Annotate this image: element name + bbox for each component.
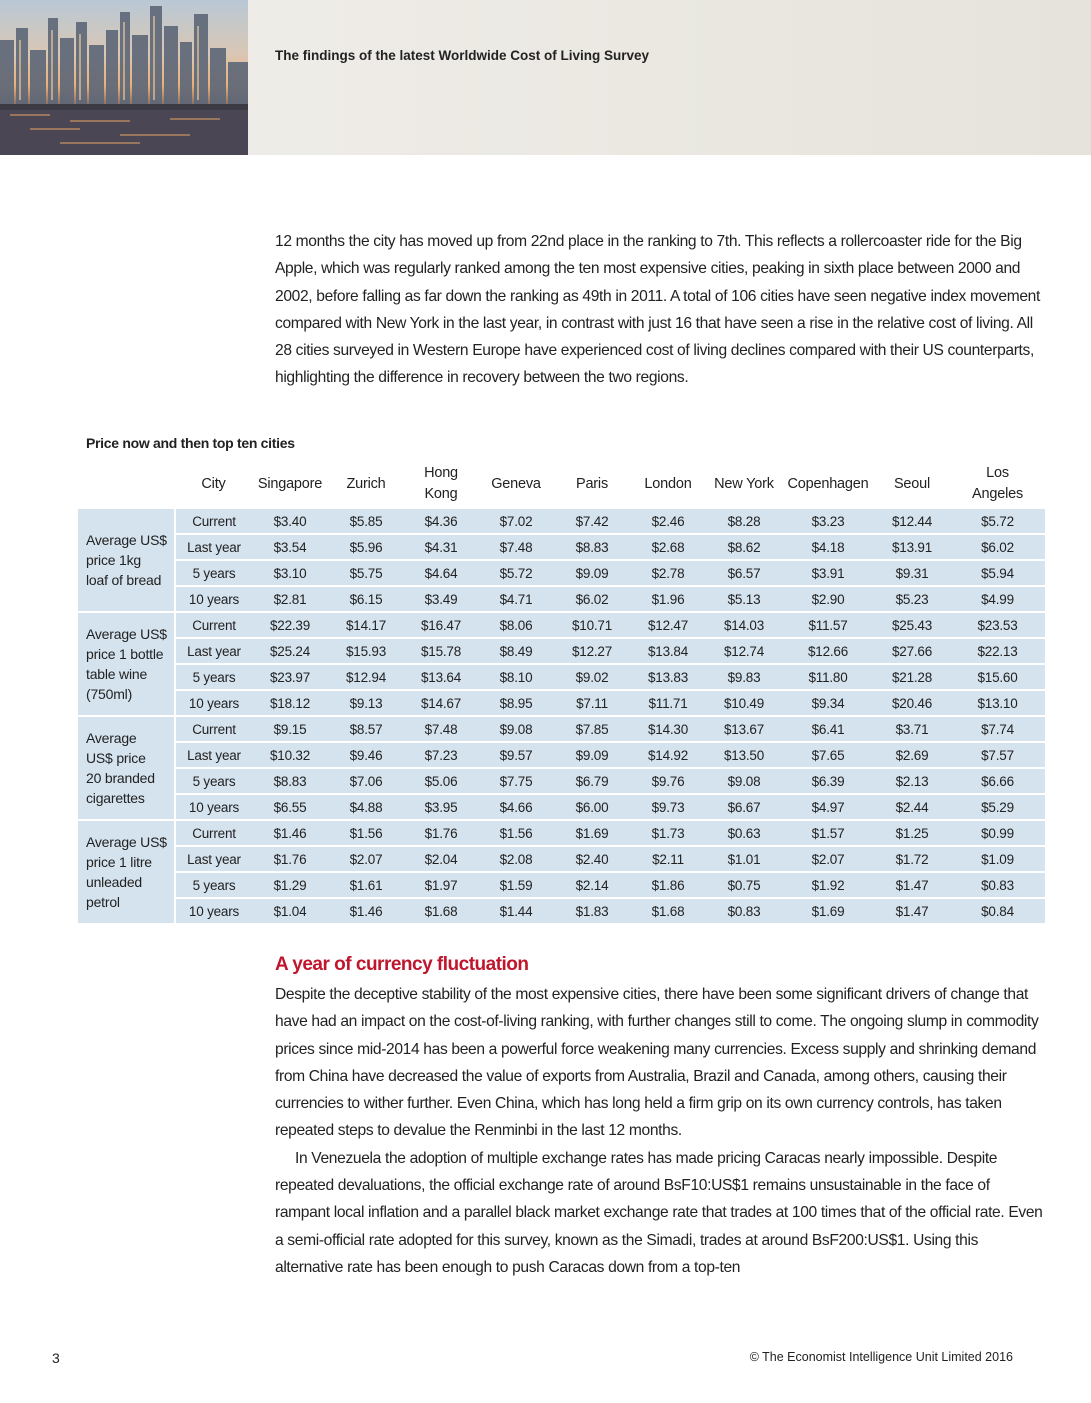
period-cell: Current bbox=[175, 716, 252, 742]
price-cell: $6.00 bbox=[554, 794, 630, 820]
price-cell: $25.43 bbox=[874, 612, 950, 638]
price-cell: $14.67 bbox=[404, 690, 478, 716]
city-name: Los bbox=[986, 465, 1009, 481]
table-body bbox=[78, 509, 1045, 924]
price-cell: $1.47 bbox=[874, 898, 950, 924]
price-cell: $3.71 bbox=[874, 716, 950, 742]
table-row bbox=[78, 586, 1045, 612]
city-name: New York bbox=[714, 475, 774, 492]
group-label-line: Average US$ bbox=[86, 834, 167, 850]
period-cell: Last year bbox=[175, 534, 252, 560]
period-cell: Current bbox=[175, 509, 252, 534]
price-cell: $2.78 bbox=[630, 560, 706, 586]
price-cell: $3.40 bbox=[252, 509, 328, 534]
group-label-line: Average US$ bbox=[86, 532, 167, 548]
price-cell: $6.67 bbox=[706, 794, 782, 820]
group-label-line: Average US$ bbox=[86, 626, 167, 642]
price-cell: $9.09 bbox=[554, 560, 630, 586]
price-cell: $1.92 bbox=[782, 872, 874, 898]
price-cell: $8.49 bbox=[478, 638, 554, 664]
section-text-block bbox=[275, 981, 1045, 1281]
price-cell: $1.97 bbox=[404, 872, 478, 898]
price-cell: $7.85 bbox=[554, 716, 630, 742]
price-cell: $14.17 bbox=[328, 612, 404, 638]
price-cell: $8.10 bbox=[478, 664, 554, 690]
price-cell: $2.46 bbox=[630, 509, 706, 534]
period-cell: 5 years bbox=[175, 872, 252, 898]
price-cell: $5.85 bbox=[328, 509, 404, 534]
price-cell: $7.02 bbox=[478, 509, 554, 534]
price-cell: $4.18 bbox=[782, 534, 874, 560]
price-cell: $1.46 bbox=[252, 820, 328, 846]
price-cell: $8.83 bbox=[252, 768, 328, 794]
price-cell: $1.56 bbox=[478, 820, 554, 846]
city-name: Copenhagen bbox=[787, 475, 869, 492]
price-cell: $11.71 bbox=[630, 690, 706, 716]
price-cell: $2.81 bbox=[252, 586, 328, 612]
price-cell: $1.57 bbox=[782, 820, 874, 846]
price-cell: $3.10 bbox=[252, 560, 328, 586]
group-label bbox=[78, 716, 175, 820]
price-cell: $13.84 bbox=[630, 638, 706, 664]
price-cell: $1.83 bbox=[554, 898, 630, 924]
price-cell: $15.78 bbox=[404, 638, 478, 664]
price-cell: $9.57 bbox=[478, 742, 554, 768]
price-cell: $13.91 bbox=[874, 534, 950, 560]
price-cell: $12.94 bbox=[328, 664, 404, 690]
group-label bbox=[78, 612, 175, 716]
price-cell: $3.91 bbox=[782, 560, 874, 586]
price-cell: $4.88 bbox=[328, 794, 404, 820]
section-heading: A year of currency fluctuation bbox=[275, 954, 529, 975]
table-header-row bbox=[78, 459, 1045, 509]
price-cell: $13.64 bbox=[404, 664, 478, 690]
price-cell: $0.75 bbox=[706, 872, 782, 898]
price-cell: $5.72 bbox=[950, 509, 1045, 534]
price-cell: $1.96 bbox=[630, 586, 706, 612]
group-label-line: cigarettes bbox=[86, 790, 145, 806]
table-row bbox=[78, 612, 1045, 638]
price-cell: $7.11 bbox=[554, 690, 630, 716]
price-cell: $13.10 bbox=[950, 690, 1045, 716]
group-label-line: 20 branded bbox=[86, 770, 155, 786]
period-cell: Last year bbox=[175, 846, 252, 872]
price-cell: $3.49 bbox=[404, 586, 478, 612]
page-number: 3 bbox=[52, 1350, 60, 1366]
price-cell: $15.60 bbox=[950, 664, 1045, 690]
price-cell: $4.97 bbox=[782, 794, 874, 820]
table-row bbox=[78, 768, 1045, 794]
price-cell: $5.96 bbox=[328, 534, 404, 560]
header-city-col bbox=[630, 459, 706, 509]
price-cell: $9.31 bbox=[874, 560, 950, 586]
price-cell: $14.92 bbox=[630, 742, 706, 768]
skyline-photo bbox=[0, 0, 248, 155]
header-city-col bbox=[950, 459, 1045, 509]
price-table bbox=[78, 459, 1045, 925]
table-row bbox=[78, 638, 1045, 664]
price-cell: $0.83 bbox=[950, 872, 1045, 898]
price-cell: $1.68 bbox=[630, 898, 706, 924]
group-label-line: price 1 bottle bbox=[86, 646, 164, 662]
copyright: © The Economist Intelligence Unit Limited 2016 bbox=[749, 1350, 1013, 1364]
price-cell: $6.41 bbox=[782, 716, 874, 742]
header-empty bbox=[78, 459, 175, 509]
price-cell: $5.29 bbox=[950, 794, 1045, 820]
price-cell: $18.12 bbox=[252, 690, 328, 716]
city-name-line2: Angeles bbox=[972, 486, 1023, 502]
period-cell: 5 years bbox=[175, 560, 252, 586]
price-cell: $12.44 bbox=[874, 509, 950, 534]
city-name: Paris bbox=[575, 475, 609, 492]
price-cell: $2.13 bbox=[874, 768, 950, 794]
header-city-col bbox=[782, 459, 874, 509]
price-cell: $5.72 bbox=[478, 560, 554, 586]
price-cell: $9.76 bbox=[630, 768, 706, 794]
price-cell: $1.56 bbox=[328, 820, 404, 846]
group-label-line: Average bbox=[86, 730, 137, 746]
section-paragraph-1: Despite the deceptive stability of the most expensive cities, there have been some significant drivers of change that have had an impact on the cost-of-living ranking, with further changes still to come. The ongoing slump in commodity prices since mid-2014 has been a powerful force weakening many currencies. Excess supply and shrinking demand from China have decreased the value of exports from Australia, Brazil and Canada, among others, causing their currencies to wither further. Even China, which has long held a firm grip on its own currency controls, has taken repeated steps to devalue the Renminbi in the last 12 months. bbox=[275, 986, 1039, 1140]
price-cell: $3.23 bbox=[782, 509, 874, 534]
price-cell: $14.03 bbox=[706, 612, 782, 638]
price-cell: $12.66 bbox=[782, 638, 874, 664]
period-cell: Last year bbox=[175, 638, 252, 664]
price-cell: $1.04 bbox=[252, 898, 328, 924]
price-cell: $2.40 bbox=[554, 846, 630, 872]
price-cell: $11.57 bbox=[782, 612, 874, 638]
group-label-line: price 1kg bbox=[86, 552, 142, 568]
city-name: Zurich bbox=[346, 475, 386, 492]
header-city-col bbox=[554, 459, 630, 509]
price-cell: $1.44 bbox=[478, 898, 554, 924]
price-cell: $2.11 bbox=[630, 846, 706, 872]
price-cell: $9.08 bbox=[478, 716, 554, 742]
price-cell: $5.06 bbox=[404, 768, 478, 794]
price-cell: $9.02 bbox=[554, 664, 630, 690]
price-cell: $20.46 bbox=[874, 690, 950, 716]
price-cell: $22.39 bbox=[252, 612, 328, 638]
city-name: London bbox=[644, 475, 692, 492]
price-cell: $1.59 bbox=[478, 872, 554, 898]
price-cell: $1.61 bbox=[328, 872, 404, 898]
header-city: City bbox=[201, 475, 226, 492]
price-cell: $4.36 bbox=[404, 509, 478, 534]
price-cell: $1.29 bbox=[252, 872, 328, 898]
price-cell: $1.01 bbox=[706, 846, 782, 872]
group-label-line: price 1 litre bbox=[86, 854, 152, 870]
table-row bbox=[78, 509, 1045, 534]
price-cell: $8.28 bbox=[706, 509, 782, 534]
header-city-col bbox=[328, 459, 404, 509]
table-row bbox=[78, 898, 1045, 924]
price-cell: $4.71 bbox=[478, 586, 554, 612]
header-city-col bbox=[478, 459, 554, 509]
price-cell: $0.99 bbox=[950, 820, 1045, 846]
price-cell: $2.69 bbox=[874, 742, 950, 768]
price-cell: $2.44 bbox=[874, 794, 950, 820]
price-cell: $1.69 bbox=[554, 820, 630, 846]
price-cell: $3.54 bbox=[252, 534, 328, 560]
price-cell: $7.06 bbox=[328, 768, 404, 794]
table-row bbox=[78, 872, 1045, 898]
period-cell: 10 years bbox=[175, 690, 252, 716]
price-cell: $7.57 bbox=[950, 742, 1045, 768]
period-cell: 10 years bbox=[175, 586, 252, 612]
price-cell: $3.95 bbox=[404, 794, 478, 820]
city-name: Hong bbox=[424, 465, 458, 481]
table-row bbox=[78, 534, 1045, 560]
price-cell: $6.79 bbox=[554, 768, 630, 794]
group-label-line: table wine bbox=[86, 666, 148, 682]
group-label bbox=[78, 820, 175, 924]
price-cell: $8.57 bbox=[328, 716, 404, 742]
price-cell: $9.13 bbox=[328, 690, 404, 716]
price-cell: $4.66 bbox=[478, 794, 554, 820]
price-cell: $1.76 bbox=[404, 820, 478, 846]
price-cell: $1.72 bbox=[874, 846, 950, 872]
price-cell: $12.74 bbox=[706, 638, 782, 664]
price-cell: $5.94 bbox=[950, 560, 1045, 586]
price-cell: $7.23 bbox=[404, 742, 478, 768]
city-name: Geneva bbox=[491, 475, 541, 492]
city-name-line2: Kong bbox=[424, 486, 458, 502]
period-cell: 5 years bbox=[175, 768, 252, 794]
city-name: Seoul bbox=[893, 475, 931, 492]
price-cell: $2.68 bbox=[630, 534, 706, 560]
table-row bbox=[78, 742, 1045, 768]
table-row bbox=[78, 794, 1045, 820]
price-cell: $25.24 bbox=[252, 638, 328, 664]
price-cell: $12.27 bbox=[554, 638, 630, 664]
price-cell: $7.65 bbox=[782, 742, 874, 768]
price-cell: $6.15 bbox=[328, 586, 404, 612]
price-cell: $2.07 bbox=[782, 846, 874, 872]
price-cell: $4.64 bbox=[404, 560, 478, 586]
price-cell: $10.71 bbox=[554, 612, 630, 638]
price-cell: $0.84 bbox=[950, 898, 1045, 924]
price-cell: $1.68 bbox=[404, 898, 478, 924]
price-cell: $1.86 bbox=[630, 872, 706, 898]
price-cell: $2.08 bbox=[478, 846, 554, 872]
price-cell: $8.06 bbox=[478, 612, 554, 638]
price-cell: $7.42 bbox=[554, 509, 630, 534]
price-cell: $5.23 bbox=[874, 586, 950, 612]
price-cell: $9.08 bbox=[706, 768, 782, 794]
period-cell: Current bbox=[175, 612, 252, 638]
price-cell: $6.02 bbox=[950, 534, 1045, 560]
price-cell: $2.14 bbox=[554, 872, 630, 898]
price-cell: $7.48 bbox=[478, 534, 554, 560]
price-cell: $2.90 bbox=[782, 586, 874, 612]
group-label-line: unleaded bbox=[86, 874, 143, 890]
group-label bbox=[78, 509, 175, 612]
price-cell: $7.74 bbox=[950, 716, 1045, 742]
period-cell: Last year bbox=[175, 742, 252, 768]
price-cell: $6.57 bbox=[706, 560, 782, 586]
price-cell: $16.47 bbox=[404, 612, 478, 638]
group-label-line: US$ price bbox=[86, 750, 146, 766]
header-city-col bbox=[404, 459, 478, 509]
price-cell: $1.09 bbox=[950, 846, 1045, 872]
price-cell: $10.49 bbox=[706, 690, 782, 716]
period-cell: 5 years bbox=[175, 664, 252, 690]
price-cell: $8.95 bbox=[478, 690, 554, 716]
table-row bbox=[78, 560, 1045, 586]
skyline-illustration bbox=[0, 0, 248, 155]
price-cell: $10.32 bbox=[252, 742, 328, 768]
table-row bbox=[78, 846, 1045, 872]
price-cell: $12.47 bbox=[630, 612, 706, 638]
price-cell: $6.39 bbox=[782, 768, 874, 794]
price-cell: $1.46 bbox=[328, 898, 404, 924]
price-cell: $4.99 bbox=[950, 586, 1045, 612]
group-label-line: (750ml) bbox=[86, 686, 133, 702]
price-cell: $5.13 bbox=[706, 586, 782, 612]
city-name: Singapore bbox=[257, 475, 323, 492]
price-cell: $0.63 bbox=[706, 820, 782, 846]
price-cell: $0.83 bbox=[706, 898, 782, 924]
price-cell: $27.66 bbox=[874, 638, 950, 664]
group-label-line: loaf of bread bbox=[86, 572, 162, 588]
price-cell: $21.28 bbox=[874, 664, 950, 690]
price-cell: $2.04 bbox=[404, 846, 478, 872]
price-cell: $9.15 bbox=[252, 716, 328, 742]
section-paragraph-2: In Venezuela the adoption of multiple exchange rates has made pricing Caracas nearly impossible. Despite repeated devaluations, the official exchange rate of around BsF10:US$1 remains unsustainable in the face of rampant local inflation and a parallel black market exchange rate that trades at 100 times that of the official rate. Even a semi-official rate adopted for this survey, known as the Simadi, trades at around BsF200:US$1. Using this alternative rate has been enough to push Caracas down from a top-ten bbox=[275, 1149, 1043, 1276]
header-title: The findings of the latest Worldwide Cost of Living Survey bbox=[275, 48, 650, 63]
price-cell: $13.67 bbox=[706, 716, 782, 742]
price-cell: $9.83 bbox=[706, 664, 782, 690]
price-cell: $8.83 bbox=[554, 534, 630, 560]
table-row bbox=[78, 664, 1045, 690]
price-cell: $6.66 bbox=[950, 768, 1045, 794]
price-cell: $9.34 bbox=[782, 690, 874, 716]
price-cell: $1.47 bbox=[874, 872, 950, 898]
price-cell: $7.48 bbox=[404, 716, 478, 742]
table-row bbox=[78, 820, 1045, 846]
table-caption: Price now and then top ten cities bbox=[86, 435, 295, 451]
price-cell: $23.53 bbox=[950, 612, 1045, 638]
table-row bbox=[78, 716, 1045, 742]
period-cell: Current bbox=[175, 820, 252, 846]
price-cell: $15.93 bbox=[328, 638, 404, 664]
price-cell: $13.83 bbox=[630, 664, 706, 690]
period-cell: 10 years bbox=[175, 794, 252, 820]
price-cell: $1.69 bbox=[782, 898, 874, 924]
price-cell: $9.73 bbox=[630, 794, 706, 820]
header-city-col bbox=[706, 459, 782, 509]
price-cell: $2.07 bbox=[328, 846, 404, 872]
price-cell: $9.46 bbox=[328, 742, 404, 768]
price-cell: $4.31 bbox=[404, 534, 478, 560]
group-label-line: petrol bbox=[86, 894, 120, 910]
price-cell: $6.02 bbox=[554, 586, 630, 612]
price-cell: $23.97 bbox=[252, 664, 328, 690]
price-cell: $9.09 bbox=[554, 742, 630, 768]
price-cell: $6.55 bbox=[252, 794, 328, 820]
price-cell: $13.50 bbox=[706, 742, 782, 768]
price-cell: $11.80 bbox=[782, 664, 874, 690]
header-city-col bbox=[874, 459, 950, 509]
price-cell: $14.30 bbox=[630, 716, 706, 742]
price-cell: $1.73 bbox=[630, 820, 706, 846]
header-city-col bbox=[252, 459, 328, 509]
price-cell: $5.75 bbox=[328, 560, 404, 586]
price-cell: $8.62 bbox=[706, 534, 782, 560]
price-cell: $7.75 bbox=[478, 768, 554, 794]
price-cell: $1.25 bbox=[874, 820, 950, 846]
price-cell: $22.13 bbox=[950, 638, 1045, 664]
intro-text-block bbox=[275, 228, 1045, 392]
period-cell: 10 years bbox=[175, 898, 252, 924]
price-cell: $1.76 bbox=[252, 846, 328, 872]
intro-paragraph: 12 months the city has moved up from 22nd place in the ranking to 7th. This reflects a rollercoaster ride for the Big Apple, which was regularly ranked among the ten most expensive cities, peaking in sixth place between 2000 and 2002, before falling as far down the ranking as 49th in 2011. A total of 106 cities have seen negative index movement compared with New York in the last year, in contrast with just 16 that have seen a rise in the relative cost of living. All 28 cities surveyed in Western Europe have experienced cost of living declines compared with their US counterparts, highlighting the difference in recovery between the two regions. bbox=[275, 233, 1040, 387]
table-row bbox=[78, 690, 1045, 716]
